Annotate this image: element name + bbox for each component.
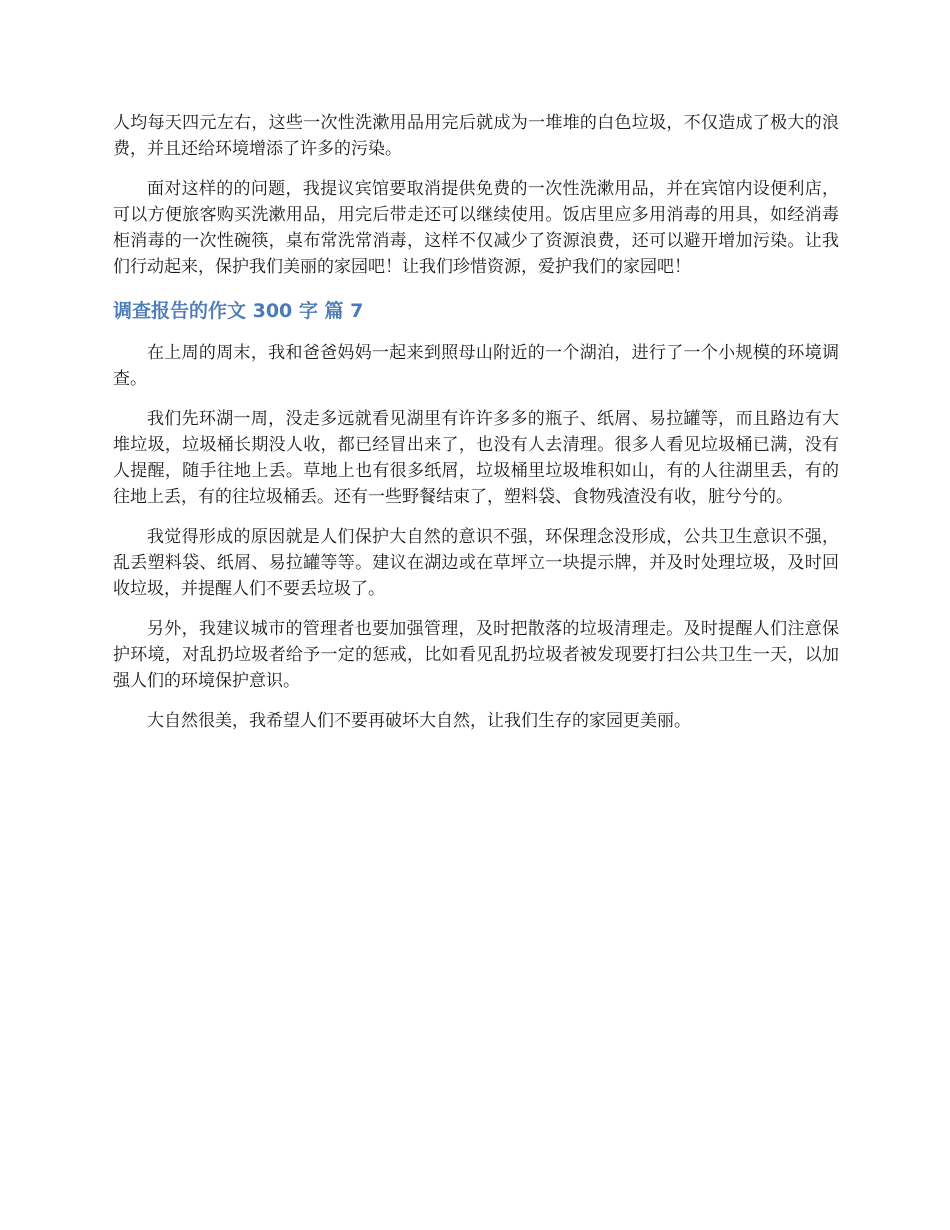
section-paragraph-5: 大自然很美，我希望人们不要再破坏大自然，让我们生存的家园更美丽。	[147, 711, 691, 731]
document-page	[113, 110, 839, 748]
intro-paragraph-2: 面对这样的的问题，我提议宾馆要取消提供免费的一次性洗漱用品，并在宾馆内设便利店，可以方便旅客购买洗漱用品，用完后带走还可以继续使用。饭店里应多用消毒的用具，如经消毒柜消毒的一次性碗筷，桌布常洗常消毒，这样不仅减少了资源浪费，还可以避开增加污染。让我们行动起来，保护我们美丽的家园吧！让我们珍惜资源，爱护我们的家园吧！	[113, 179, 839, 277]
intro-paragraph-1: 人均每天四元左右，这些一次性洗漱用品用完后就成为一堆堆的白色垃圾，不仅造成了极大的浪费，并且还给环境增添了许多的污染。	[113, 113, 839, 159]
section-paragraph-2: 我们先环湖一周，没走多远就看见湖里有许许多多的瓶子、纸屑、易拉罐等，而且路边有大堆垃圾，垃圾桶长期没人收，都已经冒出来了，也没有人去清理。很多人看见垃圾桶已满，没有人提醒，随手往地上丢。草地上也有很多纸屑，垃圾桶里垃圾堆积如山，有的人往湖里丢，有的往地上丢，有的往垃圾桶丢。还有一些野餐结束了，塑料袋、食物残渣没有收，脏兮兮的。	[113, 409, 839, 507]
section-paragraph-3: 我觉得形成的原因就是人们保护大自然的意识不强，环保理念没形成，公共卫生意识不强，乱丢塑料袋、纸屑、易拉罐等等。建议在湖边或在草坪立一块提示牌，并及时处理垃圾，及时回收垃圾，并提醒人们不要丢垃圾了。	[113, 527, 839, 599]
section-heading: 调查报告的作文 300 字 篇 7	[113, 300, 364, 322]
section-paragraph-1: 在上周的周末，我和爸爸妈妈一起来到照母山附近的一个湖泊，进行了一个小规模的环境调查。	[113, 343, 839, 389]
section-paragraph-4: 另外，我建议城市的管理者也要加强管理，及时把散落的垃圾清理走。及时提醒人们注意保护环境，对乱扔垃圾者给予一定的惩戒，比如看见乱扔垃圾者被发现要打扫公共卫生一天，以加强人们的环境保护意识。	[113, 619, 839, 691]
